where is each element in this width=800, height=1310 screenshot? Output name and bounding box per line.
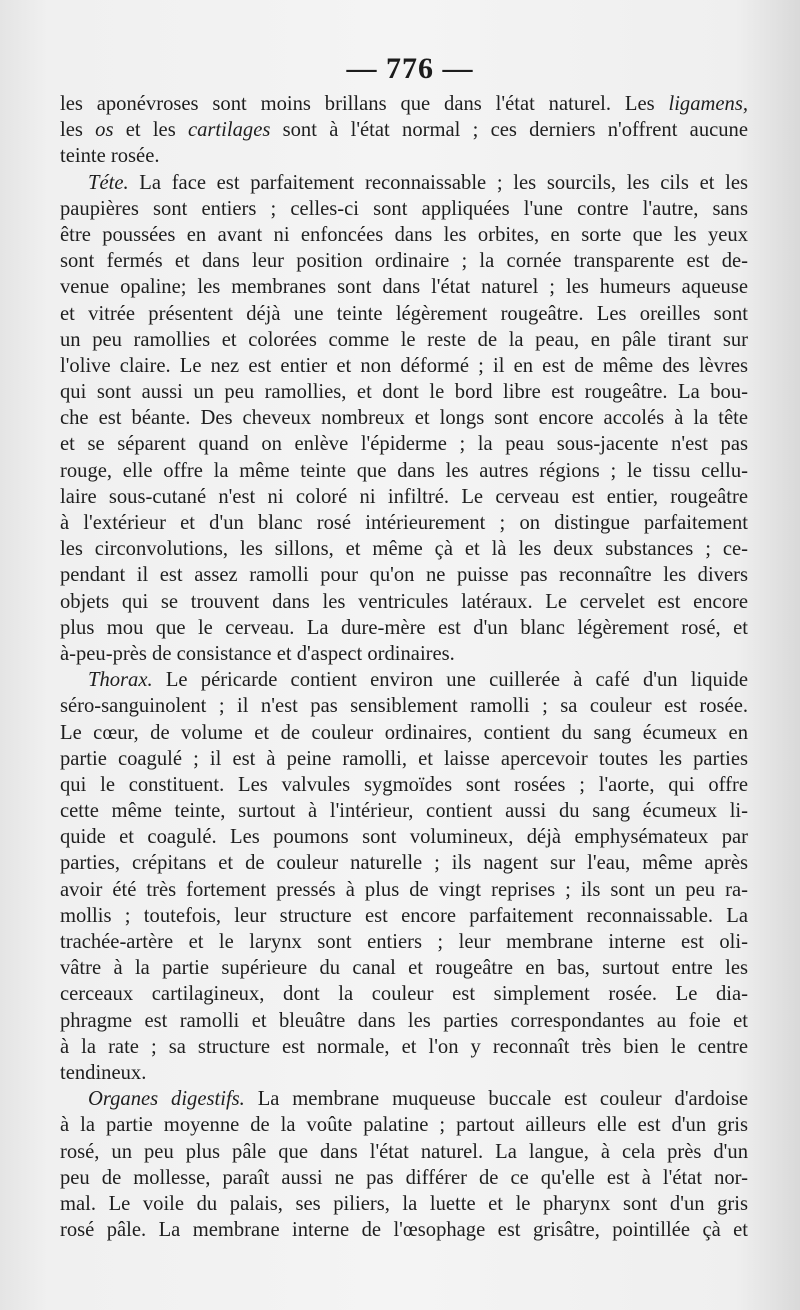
text-line: cette même teinte, surtout à l'intérieur, contient aussi du sang écumeux li- (60, 800, 748, 823)
text-line: trachée-artère et le larynx sont entiers ; leur membrane interne est oli- (60, 931, 748, 953)
text-line: sont fermés et dans leur position ordinaire ; la cornée transparente est de- (60, 250, 748, 273)
text-line: les os et les cartilages sont à l'état normal ; ces derniers n'offrent aucune (60, 119, 748, 142)
text-line: tendineux. (60, 1061, 147, 1084)
text-line: séro-sanguinolent ; il n'est pas sensiblement ramolli ; sa couleur est rosée. (60, 695, 748, 718)
text-line: qui sont aussi un peu ramollies, et dont le bord libre est rougeâtre. La bou- (60, 381, 748, 404)
text-line: Téte. La face est parfaitement reconnaissable ; les sourcils, les cils et les (88, 171, 748, 194)
text-line: venue opaline; les membranes sont dans l'état naturel ; les humeurs aqueuse (60, 276, 748, 299)
text-line: rosé pâle. La membrane interne de l'œsophage est grisâtre, pointillée çà et (60, 1219, 748, 1242)
text-line: pendant il est assez ramolli pour qu'on ne puisse pas reconnaître les divers (60, 564, 748, 587)
text-line: phragme est ramolli et bleuâtre dans les parties correspondantes au foie et (60, 1009, 748, 1032)
text-line: être poussées en avant ni enfoncées dans les orbites, en sorte que les yeux (60, 223, 748, 246)
text-line: rosé, un peu plus pâle que dans l'état naturel. La langue, à cela près d'un (60, 1140, 748, 1163)
text-line: Thorax. Le péricarde contient environ une cuillerée à café d'un liquide (88, 669, 748, 692)
text-line: laire sous-cutané n'est ni coloré ni infiltré. Le cerveau est entier, rougeâtre (60, 485, 748, 508)
text-line: partie coagulé ; il est à peine ramolli, et laisse apercevoir toutes les parties (60, 747, 748, 770)
text-line: che est béante. Des cheveux nombreux et longs sont encore accolés à la tête (60, 407, 748, 430)
text-line: et se séparent quand on enlève l'épiderme ; la peau sous-jacente n'est pas (60, 433, 748, 456)
text-line: à-peu-près de consistance et d'aspect ordinaires. (60, 642, 455, 665)
text-line: les aponévroses sont moins brillans que dans l'état naturel. Les ligamens, (60, 93, 748, 115)
text-line: l'olive claire. Le nez est entier et non déformé ; il en est de même des lèvres (60, 354, 748, 377)
text-line: objets qui se trouvent dans les ventricules latéraux. Le cervelet est encore (60, 590, 748, 613)
text-line: paupières sont entiers ; celles-ci sont appliquées l'une contre l'autre, sans (60, 197, 748, 220)
text-line: mollis ; toutefois, leur structure est encore parfaitement reconnaissable. La (60, 904, 748, 927)
text-line: et vitrée présentent déjà une teinte légèrement rougeâtre. Les oreilles sont (60, 302, 748, 325)
text-line: rouge, elle offre la même teinte que dans les autres régions ; le tissu cellu- (60, 459, 748, 482)
page-number: — 776 — (346, 52, 474, 85)
text-line: peu de mollesse, paraît aussi ne pas différer de ce qu'elle est à l'état nor- (60, 1166, 748, 1189)
text-line: plus mou que le cerveau. La dure-mère est d'un blanc légèrement rosé, et (60, 616, 748, 639)
body-text (60, 91, 748, 1243)
text-line: les circonvolutions, les sillons, et même çà et là les deux substances ; ce- (60, 538, 748, 561)
text-line: teinte rosée. (60, 145, 160, 168)
text-line: cerceaux cartilagineux, dont la couleur est simplement rosée. Le dia- (60, 983, 748, 1006)
text-line: Organes digestifs. La membrane muqueuse buccale est couleur d'ardoise (88, 1088, 748, 1111)
text-line: parties, crépitans et de couleur naturelle ; ils nagent sur l'eau, même après (60, 852, 748, 875)
text-line: quide et coagulé. Les poumons sont volumineux, déjà emphysémateux par (60, 826, 748, 849)
text-line: vâtre à la partie supérieure du canal et rougeâtre en bas, surtout entre les (60, 957, 748, 980)
text-line: à l'extérieur et d'un blanc rosé intérieurement ; on distingue parfaitement (60, 512, 748, 534)
text-line: avoir été très fortement pressés à plus de vingt reprises ; ils sont un peu ra- (60, 878, 748, 901)
text-line: à la partie moyenne de la voûte palatine ; partout ailleurs elle est d'un gris (60, 1114, 748, 1137)
text-line: à la rate ; sa structure est normale, et l'on y reconnaît très bien le centre (60, 1035, 748, 1058)
text-line: mal. Le voile du palais, ses piliers, la luette et le pharynx sont d'un gris (60, 1192, 748, 1215)
text-line: un peu ramollies et colorées comme le reste de la peau, en pâle tirant sur (60, 328, 748, 351)
text-line: Le cœur, de volume et de couleur ordinaires, contient du sang écumeux en (60, 721, 748, 744)
text-line: qui le constituent. Les valvules sygmoïdes sont rosées ; l'aorte, qui offre (60, 773, 748, 796)
